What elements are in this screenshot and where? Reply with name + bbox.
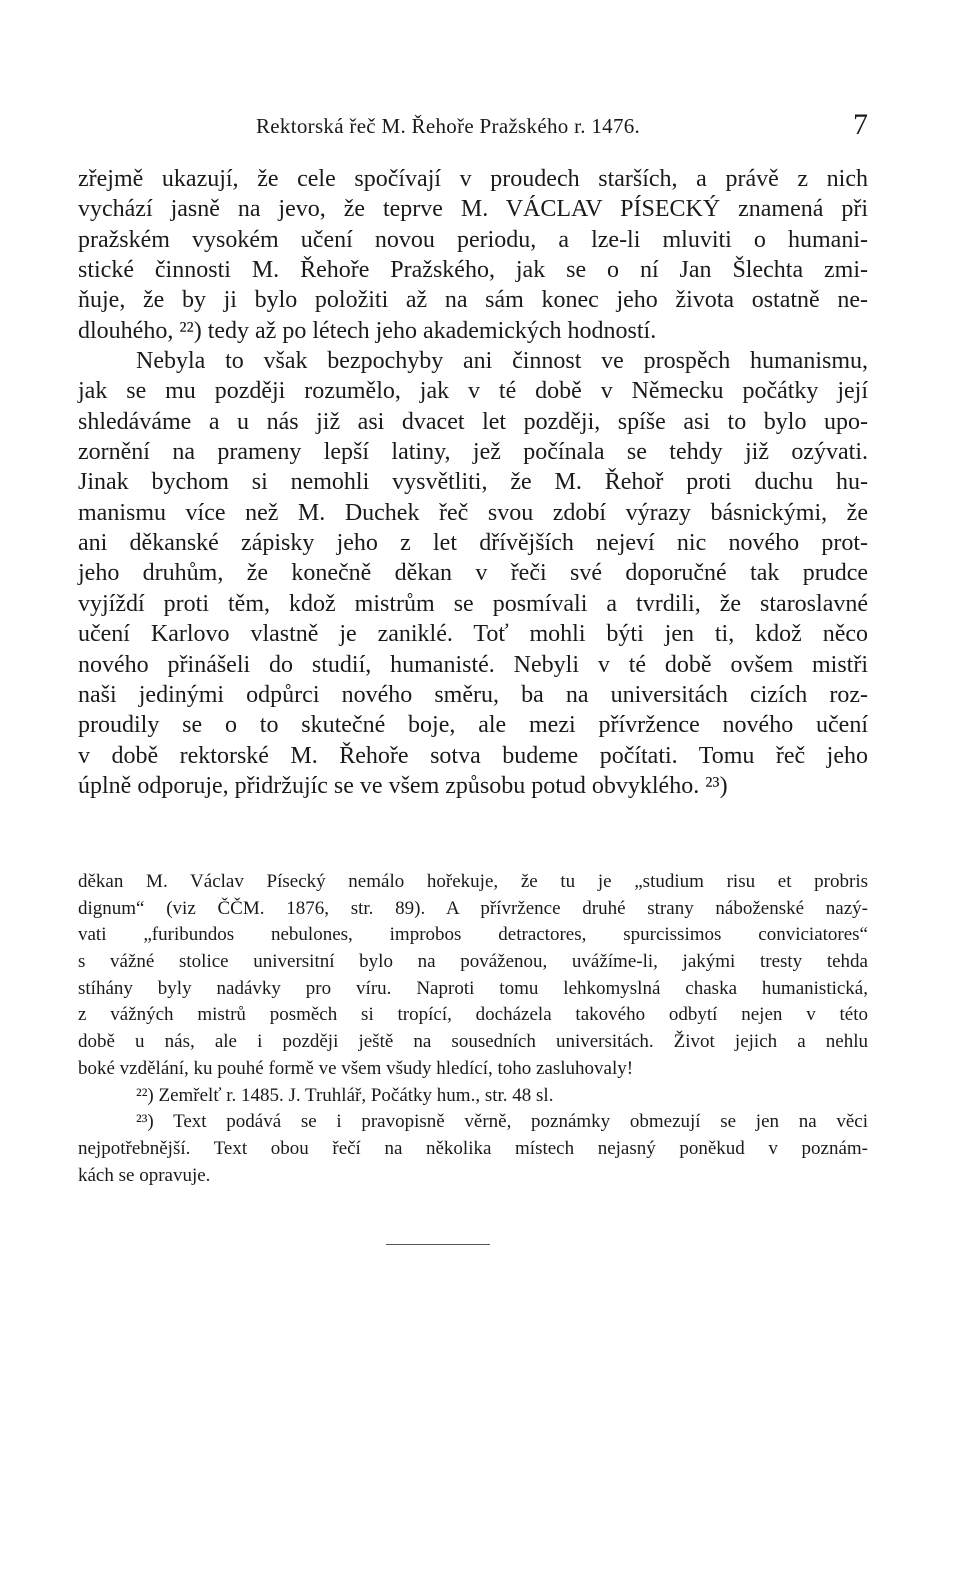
body-line: manismu více než M. Duchek řeč svou zdobí výrazy básnickými, že <box>78 499 868 526</box>
end-rule <box>386 1244 490 1245</box>
footnote-line: době u nás, ale i později ještě na sousedních universitách. Život jejich a nehlu <box>78 1031 868 1053</box>
footnote-line: vati „furibundos nebulones, improbos detractores, spurcissimos conviciatores“ <box>78 924 868 946</box>
footnote-line: kách se opravuje. <box>78 1164 211 1186</box>
body-line: úplně odporuje, přidržujíc se ve všem způsobu potud obvyklého. ²³) <box>78 772 728 799</box>
footnote-line: z vážných mistrů posměch si tropící, docházela takového odbytí nejen v této <box>78 1004 868 1026</box>
body-line: naši jedinými odpůrci nového směru, ba na universitách cizích roz- <box>78 681 868 708</box>
body-line: proudily se o to skutečné boje, ale mezi přívržence nového učení <box>78 712 868 739</box>
running-head <box>78 96 868 141</box>
body-line: zřejmě ukazují, že cele spočívají v proudech starších, a právě z nich <box>78 166 868 192</box>
body-line: jeho druhům, že konečně děkan v řeči své doporučné tak prudce <box>78 560 868 587</box>
body-line: Jinak bychom si nemohli vysvětliti, že M. Řehoř proti duchu hu- <box>78 469 868 496</box>
footnote-line: ²³) Text podává se i pravopisně věrně, poznámky obmezují se jen na věci <box>136 1111 868 1133</box>
footnote-line: boké vzdělání, ku pouhé formě ve všem všudy hledící, toho zasluhovaly! <box>78 1057 634 1079</box>
body-line: nového přinášeli do studií, humanisté. Nebyli v té době ovšem mistři <box>78 651 868 678</box>
footnote-line: s vážné stolice universitní bylo na pováženou, uvážíme-li, jakými tresty tehda <box>78 951 868 973</box>
body-line: Nebyla to však bezpochyby ani činnost ve prospěch humanismu, <box>136 348 868 375</box>
running-title: Rektorská řeč M. Řehoře Pražského r. 1476. <box>256 114 641 138</box>
body-line: jak se mu později rozumělo, jak v té době v Německu počátky její <box>78 378 868 405</box>
body-line: dlouhého, ²²) tedy až po létech jeho akademických hodností. <box>78 317 657 344</box>
body-line: shledáváme a u nás již asi dvacet let později, spíše asi to bylo upo- <box>78 408 868 435</box>
body-line: učení Karlovo vlastně je zaniklé. Toť mohli býti jen ti, kdož něco <box>78 621 868 648</box>
body-text <box>78 164 868 801</box>
footnote-line: dignum“ (viz ČČM. 1876, str. 89). A přívržence druhé strany náboženské nazý- <box>78 897 868 919</box>
body-line: v době rektorské M. Řehoře sotva budeme počítati. Tomu řeč jeho <box>78 742 868 769</box>
footnote-line: nejpotřebnější. Text obou řečí na několika místech nejasný poněkud v poznám- <box>78 1137 868 1159</box>
footnote-line: ²²) Zemřelť r. 1485. J. Truhlář, Počátky hum., str. 48 sl. <box>136 1084 554 1106</box>
body-line: ani děkanské zápisky jeho z let dřívějších nejeví nic nového prot- <box>78 530 868 557</box>
footnote-line: stíhány byly nadávky pro víru. Naproti tomu lehkomyslná chaska humanistická, <box>78 977 868 999</box>
body-line: ňuje, že by ji bylo položiti až na sám konec jeho života ostatně ne- <box>78 287 868 314</box>
body-line: zornění na prameny lepší latiny, jež počínala se tehdy již ozývati. <box>78 439 868 466</box>
page-number: 7 <box>853 108 868 141</box>
body-line: vyjíždí proti těm, kdož mistrům se posmívali a tvrdili, že staroslavné <box>78 590 868 617</box>
footnotes <box>78 869 868 1189</box>
body-line: pražském vysokém učení novou periodu, a lze-li mluviti o humani- <box>78 226 868 253</box>
footnote-line: děkan M. Václav Písecký nemálo hořekuje, že tu je „studium risu et probris <box>78 871 868 892</box>
body-line: stické činnosti M. Řehoře Pražského, jak se o ní Jan Šlechta zmi- <box>78 257 868 284</box>
body-line: vychází jasně na jevo, že teprve M. VÁCLAV PÍSECKÝ znamená při <box>78 196 868 223</box>
